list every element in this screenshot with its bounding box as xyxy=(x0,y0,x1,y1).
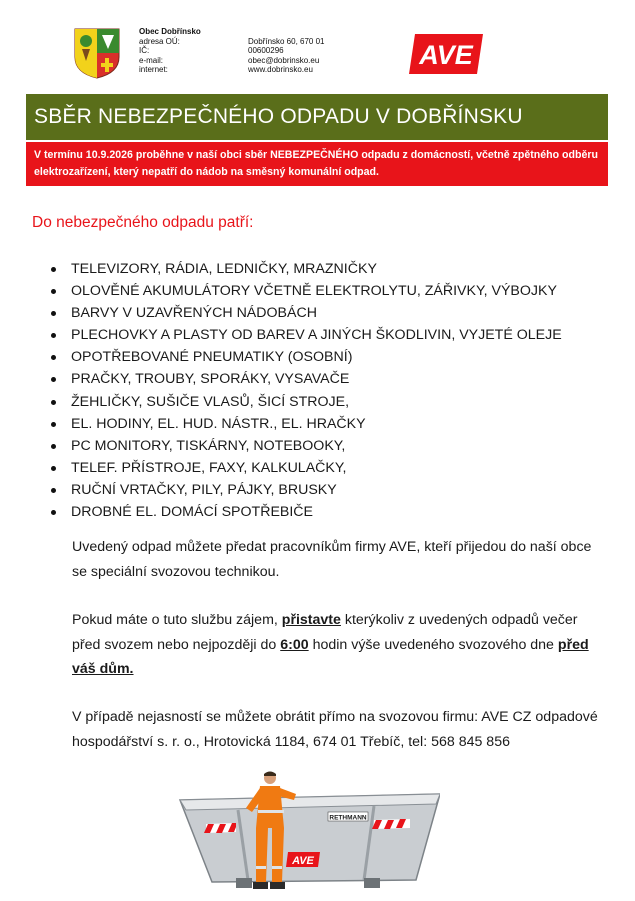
contact-label: adresa OÚ: xyxy=(139,36,180,46)
contact-label: internet: xyxy=(139,65,168,74)
contact-label: IČ: xyxy=(139,46,150,55)
bullet-icon xyxy=(51,377,56,382)
contact-value: www.dobrinsko.eu xyxy=(248,65,313,74)
contact-value: obec@dobrinsko.eu xyxy=(248,55,320,65)
contact-value: 00600296 xyxy=(248,46,284,55)
municipal-crest-logo xyxy=(72,27,122,79)
municipality-name: Obec Dobřínsko xyxy=(139,27,201,36)
ave-logo xyxy=(409,34,483,74)
bullet-icon xyxy=(51,311,56,316)
emphasis-location: před váš dům. xyxy=(72,636,589,677)
ave-logo-text: AVE xyxy=(419,40,473,70)
bullet-icon xyxy=(51,510,56,515)
list-item: PRAČKY, TROUBY, SPORÁKY, VYSAVAČE xyxy=(48,368,562,390)
hazard-stripes-left xyxy=(204,823,236,833)
container-ave-logo: AVE xyxy=(292,855,314,867)
bullet-icon xyxy=(51,400,56,405)
list-item: ŽEHLIČKY, SUŠIČE VLASŮ, ŠICÍ STROJE, xyxy=(48,391,562,413)
bullet-icon xyxy=(51,355,56,360)
list-item: PC MONITORY, TISKÁRNY, NOTEBOOKY, xyxy=(48,435,562,457)
contact-label: e-mail: xyxy=(139,55,164,65)
contact-row-ic xyxy=(139,46,325,56)
bullet-icon xyxy=(51,289,56,294)
instructions-paragraph: Pokud máte o tuto službu zájem, přistavte kterýkoliv z uvedených odpadů večer před svozem nebo nejpozději do 6:00 hodin výše uvedeného svozového dne před váš dům. xyxy=(72,612,589,677)
emphasis-put-out: přistavte xyxy=(281,612,341,628)
bullet-icon xyxy=(51,267,56,272)
list-item: EL. HODINY, EL. HUD. NÁSTR., EL. HRAČKY xyxy=(48,413,562,435)
bullet-icon xyxy=(51,466,56,471)
municipality-contact-block xyxy=(139,27,325,75)
bullet-icon xyxy=(51,422,56,427)
bullet-icon xyxy=(51,333,56,338)
list-item: TELEVIZORY, RÁDIA, LEDNIČKY, MRAZNIČKY xyxy=(48,258,562,280)
list-item: OPOTŘEBOVANÉ PNEUMATIKY (OSOBNÍ) xyxy=(48,346,562,368)
bullet-icon xyxy=(51,444,56,449)
contact-paragraph: V případě nejasností se můžete obrátit přímo na svozovou firmu: AVE CZ odpadové hospodářství s. r. o., Hrotovická 1184, 674 01 Třebíč, tel: 568 845 856 xyxy=(72,709,598,750)
collection-notice: V termínu 10.9.2026 proběhne v naší obci sběr NEBEZPEČNÉHO odpadu z domácností, včetně zpětného odběru elektrozařízení, který nepatří do nádob na směsný komunální odpad. xyxy=(26,142,608,186)
list-heading: Do nebezpečného odpadu patří: xyxy=(32,214,254,231)
list-item: TELEF. PŘÍSTROJE, FAXY, KALKULAČKY, xyxy=(48,457,562,479)
contact-row-internet xyxy=(139,65,325,75)
container-brand-label: RETHMANN xyxy=(329,814,367,822)
contact-value: Dobřínsko 60, 670 01 xyxy=(248,36,325,46)
emphasis-time: 6:00 xyxy=(280,636,309,653)
list-item: RUČNÍ VRTAČKY, PILY, PÁJKY, BRUSKY xyxy=(48,479,562,501)
contact-row-address xyxy=(139,37,325,47)
hazardous-waste-list xyxy=(48,258,562,523)
list-item: OLOVĚNÉ AKUMULÁTORY VČETNĚ ELEKTROLYTU, ZÁŘIVKY, VÝBOJKY xyxy=(48,280,562,302)
hazard-stripes-right xyxy=(372,819,410,829)
list-item: DROBNÉ EL. DOMÁCÍ SPOTŘEBIČE xyxy=(48,501,562,523)
handover-paragraph: Uvedený odpad můžete předat pracovníkům firmy AVE, kteří přijedou do naší obce se speciální svozovou technikou. xyxy=(72,539,592,580)
waste-container-illustration xyxy=(178,770,440,898)
bullet-icon xyxy=(51,488,56,493)
page-title: SBĚR NEBEZPEČNÉHO ODPADU V DOBŘÍNSKU xyxy=(26,94,608,140)
contact-row-email xyxy=(139,56,325,66)
list-item: BARVY V UZAVŘENÝCH NÁDOBÁCH xyxy=(48,302,562,324)
list-item: PLECHOVKY A PLASTY OD BAREV A JINÝCH ŠKODLIVIN, VYJETÉ OLEJE xyxy=(48,324,562,346)
